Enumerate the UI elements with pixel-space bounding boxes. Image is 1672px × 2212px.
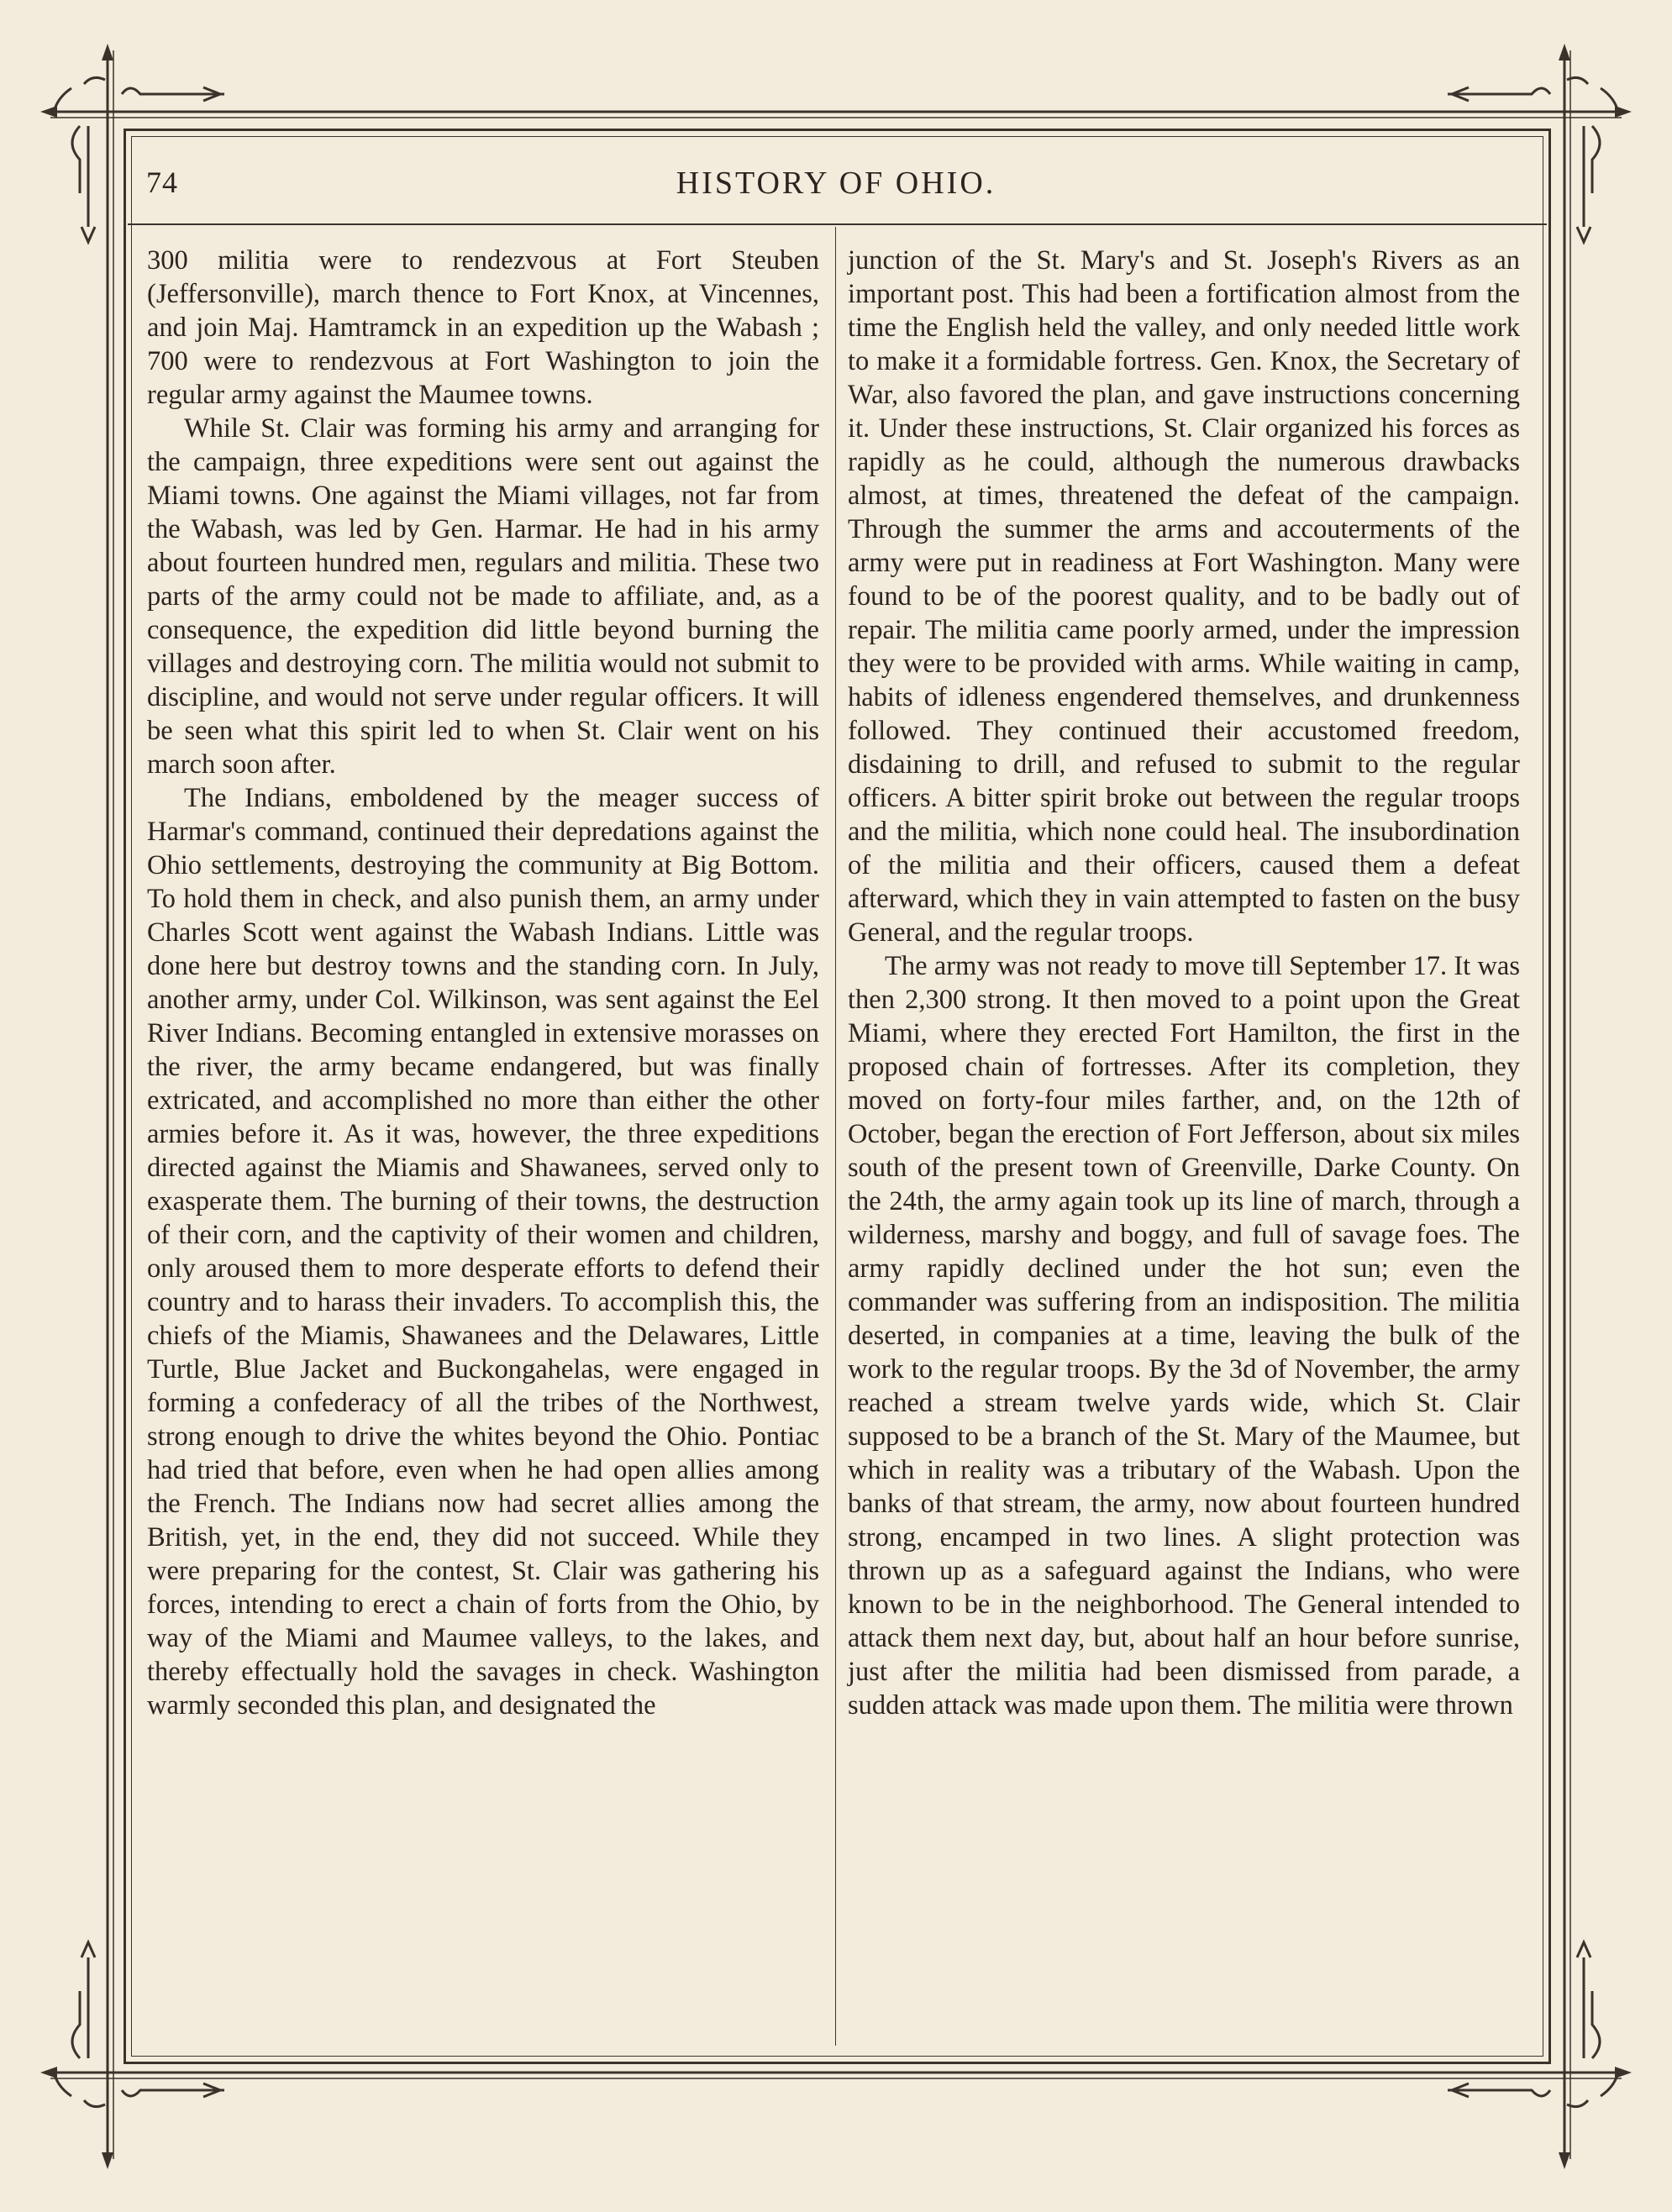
page-number: 74 bbox=[146, 166, 178, 199]
left-paragraph-1: 300 militia were to rendezvous at Fort Steuben (Jeffersonville), march thence to Fort Knox, at Vincennes, and join Maj. Hamtramck in an expedition up the Wabash ; 700 were to rendezvous at Fort Washington to join the regular army against the Maumee towns. bbox=[147, 245, 819, 410]
column-divider bbox=[835, 227, 836, 2046]
header-rule bbox=[128, 223, 1547, 225]
page-header bbox=[143, 165, 1529, 215]
left-paragraph-2: While St. Clair was forming his army and arranging for the campaign, three expeditions were sent out against the Miami towns. One against the Miami villages, not far from the Wabash, was led by Gen. Harmar. He had in his army about fourteen hundred men, regulars and militia. These two parts of the army could not be made to affiliate, and, as a consequence, the expedition did little beyond burning the villages and destroying corn. The militia would not submit to discipline, and would not serve under regular officers. It will be seen what this spirit led to when St. Clair went on his march soon after. bbox=[147, 413, 819, 780]
running-head: HISTORY OF OHIO. bbox=[676, 166, 996, 201]
left-paragraph-3: The Indians, emboldened by the meager success of Harmar's command, continued their depredations against the Ohio settlements, destroying the community at Big Bottom. To hold them in check, and also punish them, an army under Charles Scott went against the Wabash Indians. Little was done here but destroy towns and the standing corn. In July, another army, under Col. Wilkinson, was sent against the Eel River Indians. Becoming entangled in extensive morasses on the river, the army became endangered, but was finally extricated, and accomplished no more than either the other armies before it. As it was, however, the three expeditions directed against the Miamis and Shawanees, served only to exasperate them. The burning of their towns, the destruction of their corn, and the captivity of their women and children, only aroused them to more desperate efforts to defend their country and to harass their invaders. To accomplish this, the chiefs of the Miamis, Shawanees and the Delawares, Little Turtle, Blue Jacket and Buckongahelas, were engaged in forming a confederacy of all the tribes of the Northwest, strong enough to drive the whites beyond the Ohio. Pontiac had tried that before, even when he had open allies among the French. The Indians now had secret allies among the British, yet, in the end, they did not succeed. While they were preparing for the contest, St. Clair was gathering his forces, intending to erect a chain of forts from the Ohio, by way of the Miami and Maumee valleys, to the lakes, and thereby effectually hold the savages in check. Washington warmly seconded this plan, and designated the bbox=[147, 783, 819, 1721]
left-column bbox=[147, 244, 819, 1722]
right-paragraph-1: junction of the St. Mary's and St. Joseph's Rivers as an important post. This had been a fortification almost from the time the English held the valley, and only needed little work to make it a formidable fortress. Gen. Knox, the Secretary of War, also favored the plan, and gave instructions concerning it. Under these instructions, St. Clair organized his forces as rapidly as he could, although the numerous drawbacks almost, at times, threatened the defeat of the campaign. Through the summer the arms and accouterments of the army were put in readiness at Fort Washington. Many were found to be of the poorest quality, and to be badly out of repair. The militia came poorly armed, under the impression they were to be provided with arms. While waiting in camp, habits of idleness engendered themselves, and drunkenness followed. They continued their accustomed freedom, disdaining to drill, and refused to submit to the regular officers. A bitter spirit broke out between the regular troops and the militia, which none could heal. The insubordination of the militia and their officers, caused them a defeat afterward, which they in vain attempted to fasten on the busy General, and the regular troops. bbox=[848, 245, 1520, 948]
right-column bbox=[848, 244, 1520, 1722]
right-paragraph-2: The army was not ready to move till September 17. It was then 2,300 strong. It then moved to a point upon the Great Miami, where they erected Fort Hamilton, the first in the proposed chain of fortresses. After its completion, they moved on forty-four miles farther, and, on the 12th of October, began the erection of Fort Jefferson, about six miles south of the present town of Greenville, Darke County. On the 24th, the army again took up its line of march, through a wilderness, marshy and boggy, and full of savage foes. The army rapidly declined under the hot sun; even the commander was suffering from an indisposition. The militia deserted, in companies at a time, leaving the bulk of the work to the regular troops. By the 3d of November, the army reached a stream twelve yards wide, which St. Clair supposed to be a branch of the St. Mary of the Maumee, but which in reality was a tributary of the Wabash. Upon the banks of that stream, the army, now about fourteen hundred strong, encamped in two lines. A slight protection was thrown up as a safeguard against the Indians, who were known to be in the neighborhood. The General intended to attack them next day, but, about half an hour before sunrise, just after the militia had been dismissed from parade, a sudden attack was made upon them. The militia were thrown bbox=[848, 951, 1520, 1721]
